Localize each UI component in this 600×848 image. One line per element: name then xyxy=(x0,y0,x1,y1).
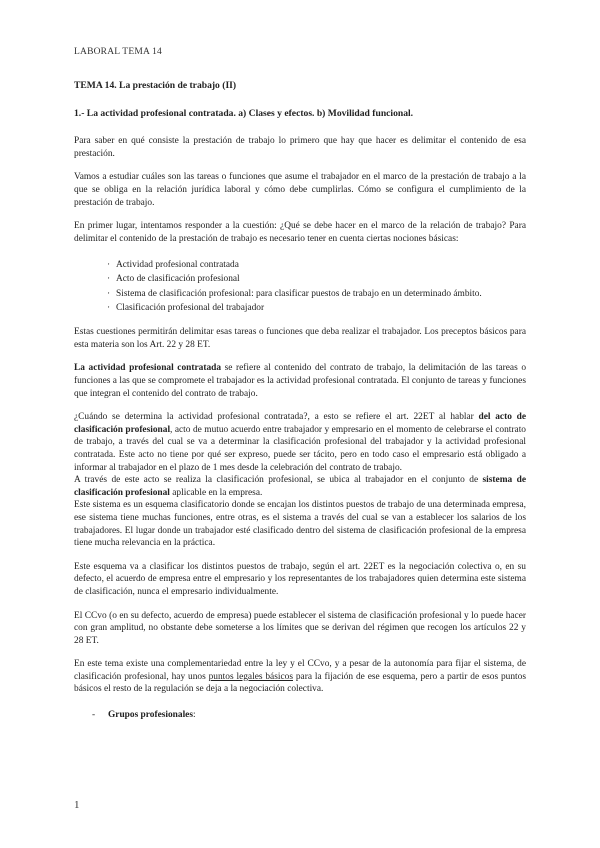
section-heading-text: La actividad profesional contratada. a) Clases y efectos. b) Movilidad funcional. xyxy=(86,107,414,119)
paragraph-9: Este esquema va a clasificar los distintos puestos de trabajo, según el art. 22ET es la negociación colectiva o, en su defecto, el acuerdo de empresa entre el empresario y los representantes de los trabajadores quien determina este sistema de clasificación, nunca el empresario individualmente. xyxy=(74,561,526,597)
page-number: 1 xyxy=(74,799,80,811)
dash-item-label: Grupos profesionales xyxy=(108,710,193,721)
paragraph-6 xyxy=(74,411,526,474)
list-item-text: Acto de clasificación profesional xyxy=(116,274,240,285)
bold-term: La actividad profesional contratada xyxy=(74,363,222,374)
bullet-marker: · xyxy=(107,260,111,271)
paragraph-2: Vamos a estudiar cuáles son las tareas o funciones que asume el trabajador en el marco de la prestación de trabajo a la que se obliga en la relación jurídica laboral y cómo debe cumplirlas. Cómo se configura el cumplimiento de la prestación de trabajo. xyxy=(74,172,526,208)
paragraph-text: aplicable en la empresa. xyxy=(169,487,263,498)
bullet-marker: · xyxy=(107,302,111,313)
running-header: LABORAL TEMA 14 xyxy=(74,47,162,57)
bullet-marker: · xyxy=(107,288,111,299)
paragraph-4: Estas cuestiones permitirán delimitar esas tareas o funciones que deba realizar el trabajador. Los preceptos básicos para esta materia son los Art. 22 y 28 ET. xyxy=(74,327,526,350)
bullet-marker: · xyxy=(107,274,111,285)
list-item-text: Sistema de clasificación profesional: para clasificar puestos de trabajo en un determinado ámbito. xyxy=(116,288,482,299)
paragraph-text: se refiere al contenido del contrato de trabajo, la delimitación de las tareas o funciones a las que se compromete el trabajador es la actividad profesional contratada. El conjunto de tareas y funciones que integran el contenido del contrato de trabajo. xyxy=(74,363,527,399)
paragraph-3: En primer lugar, intentamos responder a la cuestión: ¿Qué se debe hacer en el marco de la relación de trabajo? Para delimitar el contenido de la prestación de trabajo es necesario tener en cuenta ciertas nociones básicas: xyxy=(74,221,526,244)
document-title: TEMA 14. La prestación de trabajo (II) xyxy=(74,80,237,91)
basic-notions-list xyxy=(107,259,526,314)
bold-term: del acto de clasificación profesional xyxy=(74,412,526,435)
paragraph-text: En este tema existe una complementariedad entre la ley y el CCvo, y a pesar de la autonomía para fijar el sistema, de clasificación profesional, hay unos xyxy=(74,659,526,682)
section-heading xyxy=(74,108,526,121)
dash-item-suffix: : xyxy=(193,710,196,721)
list-item xyxy=(107,288,526,301)
paragraph-5 xyxy=(74,362,526,400)
underlined-term: puntos legales básicos xyxy=(208,671,293,682)
list-item-text: Actividad profesional contratada xyxy=(116,260,239,271)
section-number: 1.- xyxy=(74,107,85,119)
dash-marker: - xyxy=(92,710,96,721)
paragraph-1: Para saber en qué consiste la prestación de trabajo lo primero que hay que hacer es delimitar el contenido de esa prestación. xyxy=(74,136,526,159)
list-item xyxy=(107,273,526,286)
paragraph-11 xyxy=(74,658,526,696)
list-item xyxy=(107,259,526,272)
paragraph-text: ¿Cuándo se determina la actividad profesional contratada?, a esto se refiere el art. 22ET al hablar xyxy=(74,412,479,423)
paragraph-text: , acto de mutuo acuerdo entre trabajador y empresario en el momento de celebrarse el contrato de trabajo, a través del cual se va a determinar la clasificación profesional del trabajador y la actividad profesional contratada. Este acto no tiene por qué ser expreso, puede ser tácito, pero en todo caso el empresario está obligado a informar al trabajador en el plazo de 1 mes desde la celebración del contrato de trabajo. xyxy=(74,424,526,473)
paragraph-8: Este sistema es un esquema clasificatorio donde se encajan los distintos puestos de trabajo de una determinada empresa, ese sistema tiene muchas funciones, entre otras, es el sistema a través del cual se van a establecer los salarios de los trabajadores. El lugar donde un trabajador esté clasificado dentro del sistema de clasificación profesional de la empresa tiene mucha relevancia en la práctica. xyxy=(74,500,526,549)
paragraph-text: A través de este acto se realiza la clasificación profesional, se ubica al trabajador en el conjunto de xyxy=(74,475,483,486)
paragraph-text: para la fijación de ese esquema, pero a partir de esos puntos básicos el resto de la regulación se deja a la negociación colectiva. xyxy=(74,671,526,695)
list-item-text: Clasificación profesional del trabajador xyxy=(116,302,265,313)
list-item xyxy=(107,302,526,315)
paragraph-7 xyxy=(74,474,526,499)
bold-term: sistema de clasificación profesional xyxy=(74,475,526,498)
paragraph-10: El CCvo (o en su defecto, acuerdo de empresa) puede establecer el sistema de clasificación profesional y lo puede hacer con gran amplitud, no obstante debe someterse a los límites que se derivan del régimen que recogen los artículos 22 y 28 ET. xyxy=(74,610,526,646)
document-body xyxy=(74,80,526,722)
dash-list-item xyxy=(92,709,526,722)
